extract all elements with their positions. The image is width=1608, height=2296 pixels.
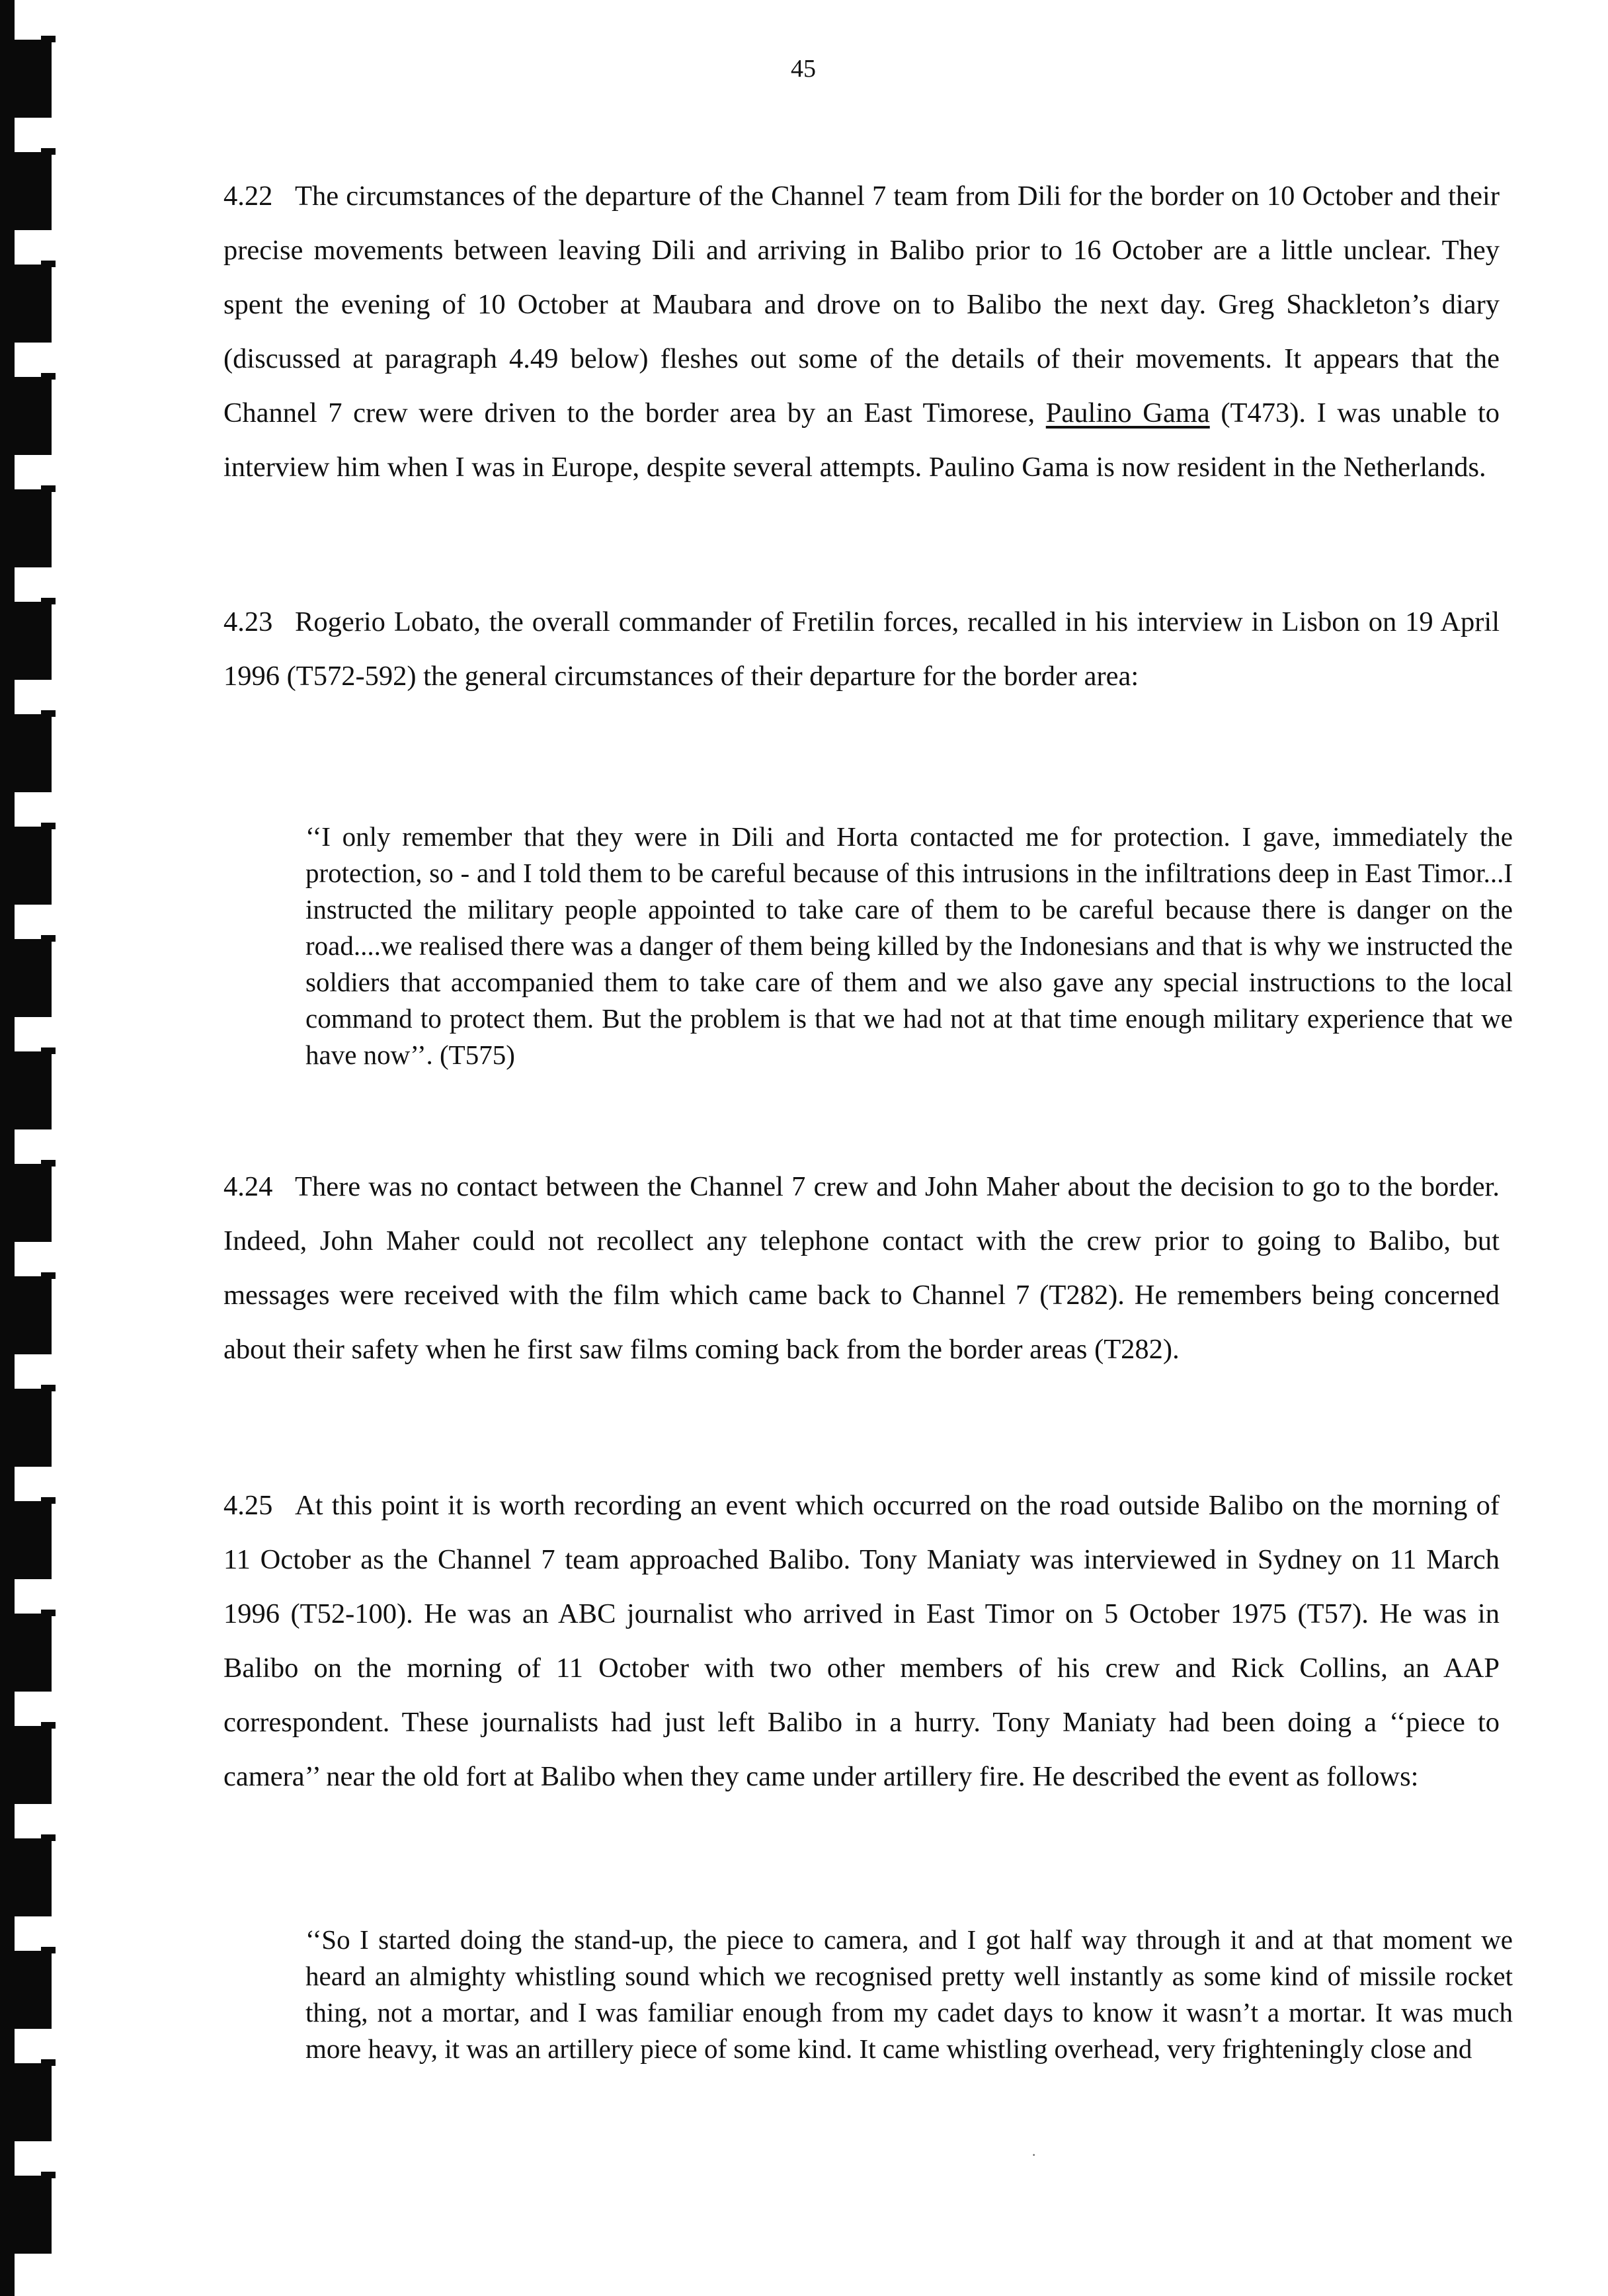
binding-tooth (0, 714, 52, 792)
binding-tooth (0, 2063, 52, 2141)
binding-tooth-notch (41, 148, 56, 155)
binding-tooth-notch (41, 1610, 56, 1616)
page-number: 45 (791, 55, 816, 83)
binding-tooth (0, 265, 52, 343)
binding-tooth (0, 1614, 52, 1692)
binding-tooth (0, 1164, 52, 1242)
binding-tooth (0, 152, 52, 230)
binding-tooth (0, 1838, 52, 1916)
paragraph-4-24 (223, 1160, 1500, 1377)
binding-tooth (0, 1389, 52, 1467)
binding-tooth-notch (41, 2172, 56, 2178)
binding-tooth-notch (41, 1947, 56, 1953)
block-quote-lobato: ‘‘I only remember that they were in Dili and Horta contacted me for protection. I gave, immediately the protection, so - and I told them to be careful because of this intrusions in the infiltrations deep in East Timor...I instructed the military people appointed to take care of them to be careful because there is danger on the road....we realised there was a danger of them being killed by the Indonesians and that is why we instructed the soldiers that accompanied them to take care of them and we also gave any special instructions to the local command to protect them. But the problem is that we had not at that time enough military experience that we have now’’. (T575) (305, 821, 1513, 1070)
paragraph-number: 4.22 (223, 181, 273, 212)
binding-tooth-notch (41, 935, 56, 942)
stray-mark: · (1031, 2147, 1037, 2163)
binding-tooth (0, 1951, 52, 2029)
binding-tooth-notch (41, 36, 56, 42)
binding-tooth (0, 1276, 52, 1354)
binding-tooth-notch (41, 823, 56, 829)
paragraph-text-continued: (T473). I was unable to interview him when I was in Europe, despite several attempts. Paulino Gama is now resident in the Netherlands. (223, 397, 1500, 483)
binding-tooth-notch (41, 1834, 56, 1841)
binding-tooth-notch (41, 710, 56, 717)
underlined-name: Paulino Gama (1045, 397, 1210, 429)
binding-tooth (0, 827, 52, 905)
binding-tooth (0, 40, 52, 118)
paragraph-text: At this point it is worth recording an event which occurred on the road outside Balibo on the morning of 11 October as the Channel 7 team approached Balibo. Tony Maniaty was interviewed in Sydney on 11 March 1996 (T52-100). He was an ABC journalist who arrived in East Timor on 5 October 1975 (T57). He was in Balibo on the morning of 11 October with two other members of his crew and Rick Collins, an AAP correspondent. These journalists had just left Balibo in a hurry. Tony Maniaty had been doing a ‘‘piece to camera’’ near the old fort at Balibo when they came under artillery fire. He described the event as follows: (223, 1490, 1500, 1792)
binding-tooth-notch (41, 1047, 56, 1054)
binding-tooth-notch (41, 1160, 56, 1167)
binding-tooth (0, 1501, 52, 1579)
binding-tooth-notch (41, 1272, 56, 1279)
binding-tooth (0, 377, 52, 455)
binding-tooth-notch (41, 485, 56, 492)
paragraph-4-22 (223, 169, 1500, 495)
binding-tooth (0, 1726, 52, 1804)
binding-comb-strip (0, 0, 93, 2296)
paragraph-4-23 (223, 595, 1500, 704)
binding-tooth (0, 602, 52, 680)
paragraph-number: 4.23 (223, 606, 273, 637)
paragraph-number: 4.24 (223, 1171, 273, 1202)
binding-tooth (0, 2176, 52, 2254)
binding-tooth-notch (41, 1497, 56, 1504)
paragraph-number: 4.25 (223, 1490, 273, 1521)
paragraph-4-25 (223, 1479, 1500, 1804)
binding-tooth-notch (41, 373, 56, 380)
paragraph-text: The circumstances of the departure of the Channel 7 team from Dili for the border on 10 October and their precise movements between leaving Dili and arriving in Balibo prior to 16 October are a little unclear. They spent the evening of 10 October at Maubara and drove on to Balibo the next day. Greg Shackleton’s diary (discussed at paragraph 4.49 below) fleshes out some of the details of their movements. It appears that the Channel 7 crew were driven to the border area by an East Timorese, (223, 181, 1500, 429)
binding-tooth (0, 939, 52, 1017)
paragraph-text: There was no contact between the Channel 7 crew and John Maher about the decision to go to the border. Indeed, John Maher could not recollect any telephone contact with the crew prior to going to Balibo, but messages were received with the film which came back to Channel 7 (T282). He remembers being concerned about their safety when he first saw films coming back from the border areas (T282). (223, 1171, 1500, 1365)
binding-tooth-notch (41, 2059, 56, 2066)
binding-tooth-notch (41, 261, 56, 267)
paragraph-text: Rogerio Lobato, the overall commander of Fretilin forces, recalled in his interview in Lisbon on 19 April 1996 (T572-592) the general circumstances of their departure for the border area: (223, 606, 1500, 692)
binding-tooth (0, 1051, 52, 1129)
binding-tooth-notch (41, 598, 56, 604)
binding-tooth-notch (41, 1722, 56, 1729)
binding-tooth (0, 489, 52, 567)
block-quote-maniaty: ‘‘So I started doing the stand-up, the piece to camera, and I got half way through it and at that moment we heard an almighty whistling sound which we recognised pretty well instantly as some kind of missile rocket thing, not a mortar, and I was familiar enough from my cadet days to know it wasn’t a mortar. It was much more heavy, it was an artillery piece of some kind. It came whistling overhead, very frighteningly close and (305, 1924, 1513, 2064)
binding-tooth-notch (41, 1385, 56, 1391)
